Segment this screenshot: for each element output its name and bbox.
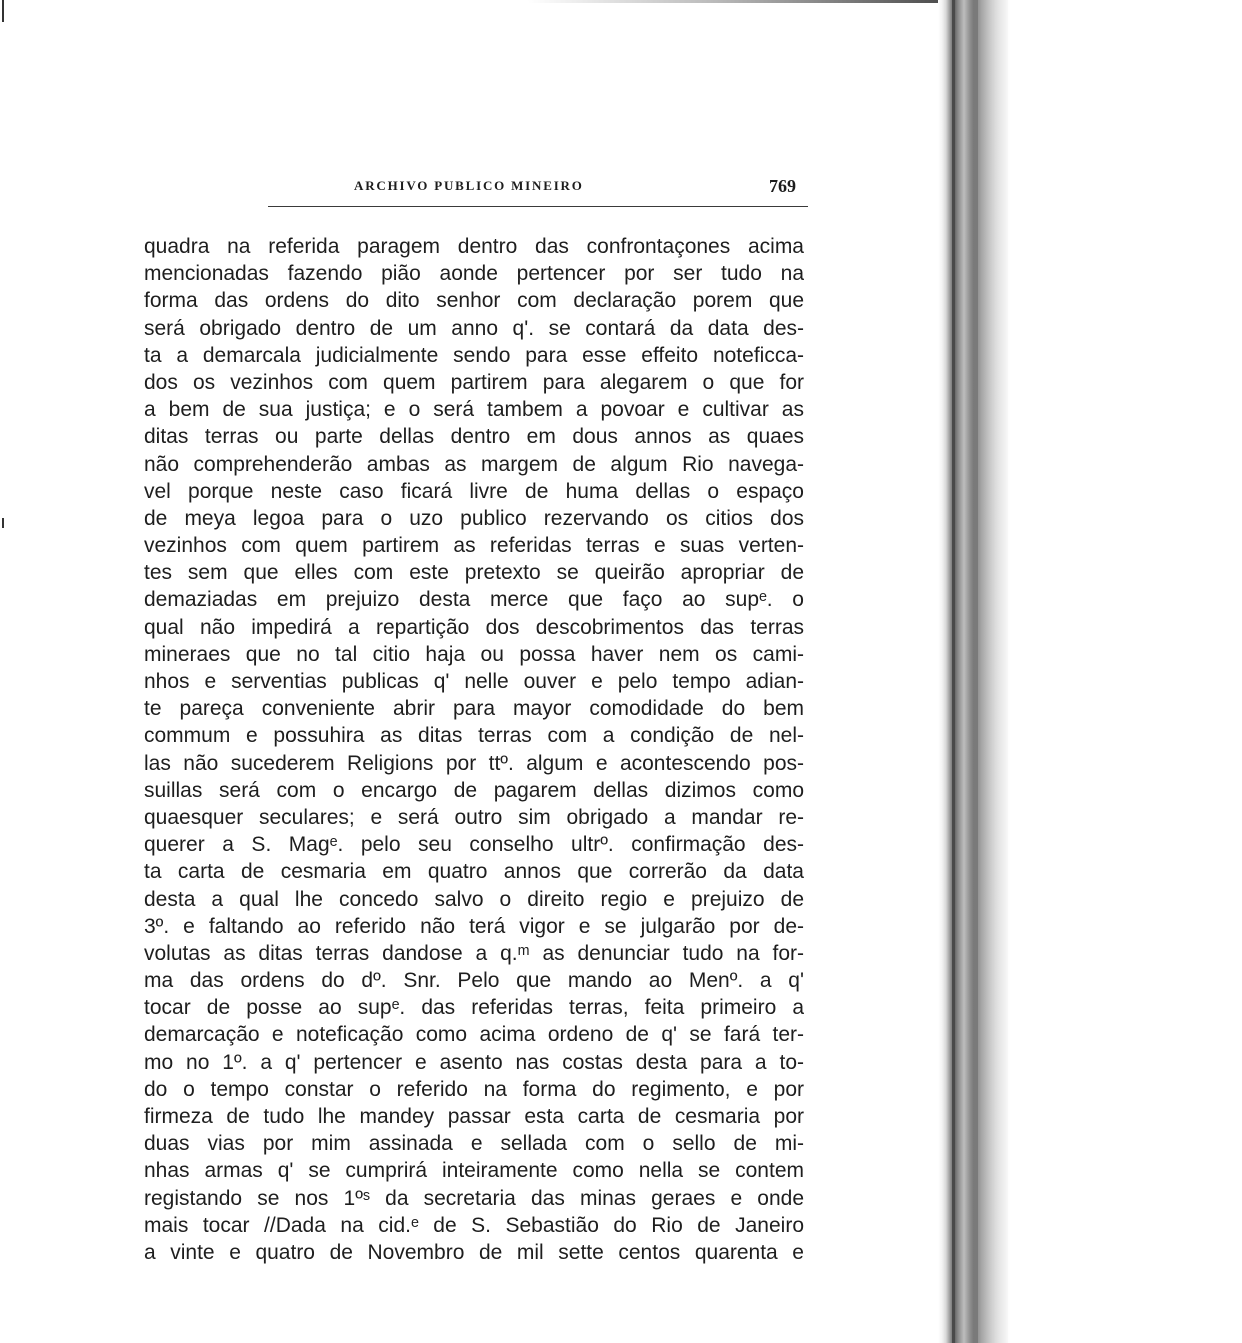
text-line: tocar de posse ao supᵉ. das referidas terras, feita primeiro a <box>144 996 804 1020</box>
binding-crease <box>974 0 977 1343</box>
page-number: 769 <box>769 176 796 196</box>
binding-crease <box>952 0 955 1343</box>
text-line: será obrigado dentro de um anno q'. se contará da data des- <box>144 316 804 340</box>
text-line: quaesquer seculares; e será outro sim obrigado a mandar re- <box>144 805 804 829</box>
text-line: desta a qual lhe concedo salvo o direito regio e prejuizo de <box>144 887 804 911</box>
text-line: mencionadas fazendo pião aonde pertencer por ser tudo na <box>144 262 804 286</box>
scan-left-mark <box>2 0 4 22</box>
text-line: mais tocar //Dada na cid.ᵉ de S. Sebastião do Rio de Janeiro <box>144 1213 804 1237</box>
text-line: a bem de sua justiça; e o será tambem a povoar e cultivar as <box>144 398 804 422</box>
text-line: 3º. e faltando ao referido não terá vigor e se julgarão por de- <box>144 914 804 938</box>
text-line: las não sucederem Religions por ttº. algum e acontescendo pos- <box>144 751 804 775</box>
text-line: nhos e serventias publicas q' nelle ouver e pelo tempo adian- <box>144 670 804 693</box>
text-line: ta a demarcala judicialmente sendo para esse effeito noteficca- <box>144 343 804 367</box>
body-text-block <box>144 233 804 1266</box>
running-header <box>330 176 810 198</box>
text-line: suillas será com o encargo de pagarem dellas dizimos como <box>144 778 804 802</box>
text-line: firmeza de tudo lhe mandey passar esta carta de cesmaria por <box>144 1105 804 1128</box>
header-rule <box>268 206 808 207</box>
text-line: nhas armas q' se cumprirá inteiramente como nella se contem <box>144 1159 804 1183</box>
text-line: do o tempo constar o referido na forma do regimento, e por <box>144 1077 804 1101</box>
text-line: demarcação e noteficação como acima ordeno de q' se fará ter- <box>144 1023 804 1047</box>
text-line: te pareça conveniente abrir para mayor comodidade do bem <box>144 697 804 721</box>
text-line: registando se nos 1ºˢ da secretaria das minas geraes e onde <box>144 1186 804 1210</box>
text-line: quadra na referida paragem dentro das confrontaçones acima <box>144 235 804 258</box>
text-line: ta carta de cesmaria em quatro annos que correrão da data <box>144 860 804 884</box>
book-binding-edge <box>938 0 1242 1343</box>
text-line: querer a S. Magᵉ. pelo seu conselho ultrº. confirmação des- <box>144 833 804 857</box>
text-line: ma das ordens do dº. Snr. Pelo que mando ao Menº. a q' <box>144 969 804 993</box>
text-line: qual não impedirá a repartição dos descobrimentos das terras <box>144 615 804 639</box>
binding-shadow <box>978 0 1008 1343</box>
scan-left-mark-middle <box>2 518 4 528</box>
text-line: tes sem que elles com este pretexto se queirão apropriar de <box>144 561 804 585</box>
text-line: forma das ordens do dito senhor com declaração porem que <box>144 289 804 313</box>
running-head-title: ARCHIVO PUBLICO MINEIRO <box>354 178 584 193</box>
text-line: a vinte e quatro de Novembro de mil sette centos quarenta e <box>144 1240 804 1264</box>
text-line: ditas terras ou parte dellas dentro em dous annos as quaes <box>144 425 804 449</box>
text-line: vel porque neste caso ficará livre de huma dellas o espaço <box>144 479 804 503</box>
text-line: commum e possuhira as ditas terras com a condição de nel- <box>144 724 804 748</box>
text-line: volutas as ditas terras dandose a q.ᵐ as denunciar tudo na for- <box>144 941 804 965</box>
text-line: não comprehenderão ambas as margem de algum Rio navega- <box>144 452 804 476</box>
scan-top-edge <box>0 0 960 3</box>
text-line: vezinhos com quem partirem as referidas terras e suas verten- <box>144 534 804 558</box>
text-line: de meya legoa para o uzo publico rezervando os citios dos <box>144 506 804 530</box>
text-line: mineraes que no tal citio haja ou possa haver nem os cami- <box>144 642 804 666</box>
text-line: mo no 1º. a q' pertencer e asento nas costas desta para a to- <box>144 1050 804 1074</box>
text-line: dos os vezinhos com quem partirem para alegarem o que for <box>144 370 804 394</box>
text-line: demaziadas em prejuizo desta merce que faço ao supᵉ. o <box>144 588 804 612</box>
text-line: duas vias por mim assinada e sellada com o sello de mi- <box>144 1132 804 1156</box>
